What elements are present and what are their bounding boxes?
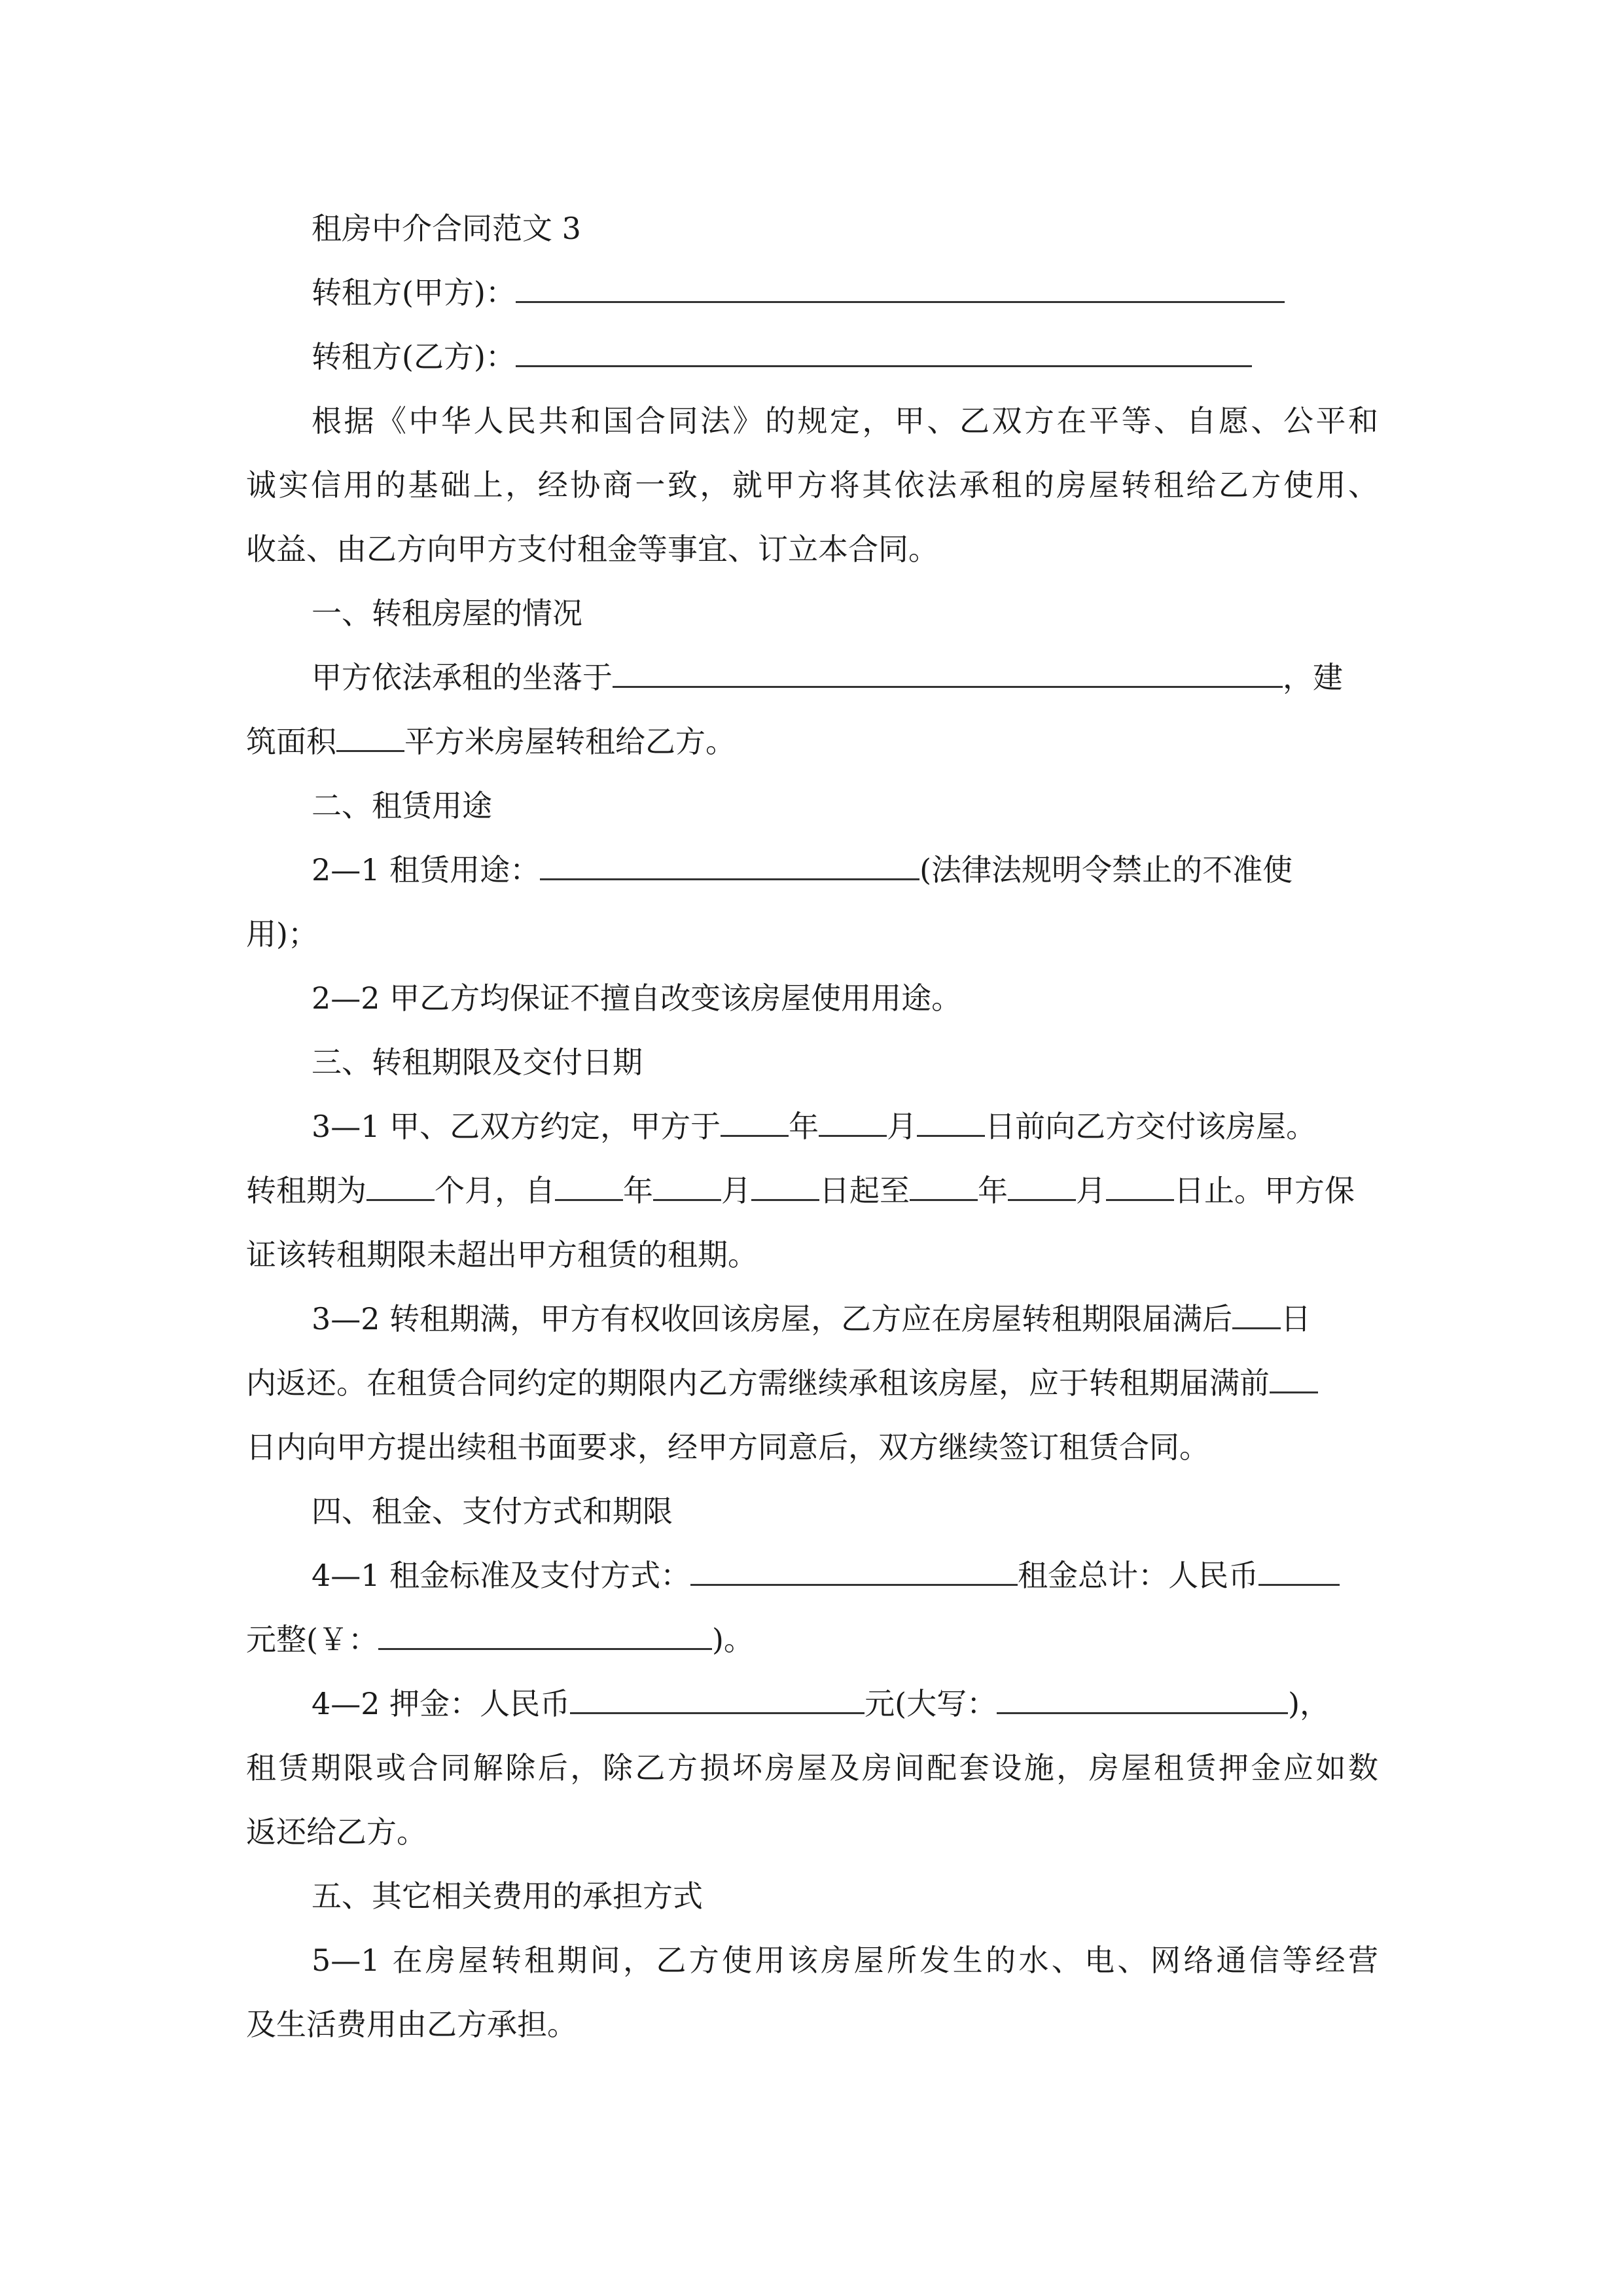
clause-3-1-line-1: 3—1 甲、乙双方约定，甲方于 年 月 日前向乙方交付该房屋。 (246, 1094, 1378, 1158)
party-b-blank[interactable] (516, 331, 1252, 367)
clause-2-1-line-2: 用)； (246, 916, 318, 952)
return-days-blank[interactable] (1232, 1293, 1281, 1329)
contract-body (246, 196, 1378, 2056)
location-blank[interactable] (613, 652, 1283, 688)
section-1-heading: 一、转租房屋的情况 (312, 596, 582, 631)
clause-5-1-line-2: 及生活费用由乙方承担。 (246, 2007, 577, 2042)
party-a-line: 转租方(甲方)： (246, 260, 1378, 325)
delivery-month-blank[interactable] (819, 1101, 887, 1137)
clause-3-1-line-2: 转租期为 个月，自 年 月 日起至 年 月 日止。甲方保 (246, 1158, 1378, 1223)
rent-total-blank[interactable] (1258, 1550, 1340, 1586)
rent-yen-blank[interactable] (378, 1614, 712, 1650)
party-a-blank[interactable] (516, 267, 1285, 303)
start-month-blank[interactable] (653, 1165, 721, 1201)
clause-3-2-line-1: 3—2 转租期满，甲方有权收回该房屋，乙方应在房屋转租期限届满后 日 (246, 1287, 1378, 1351)
section-1-line-2: 筑面积 平方米房屋转租给乙方。 (246, 709, 1378, 774)
clause-4-2-line-2: 租赁期限或合同解除后，除乙方损坏房屋及房间配套设施，房屋租赁押金应如数 (246, 1750, 1378, 1785)
document-title: 租房中介合同范文 3 (312, 211, 581, 246)
end-day-blank[interactable] (1106, 1165, 1174, 1201)
section-4-heading: 四、租金、支付方式和期限 (312, 1494, 673, 1529)
area-blank[interactable] (336, 716, 404, 752)
usage-blank[interactable] (540, 844, 919, 880)
intro-line-3: 收益、由乙方向甲方支付租金等事宜、订立本合同。 (246, 531, 938, 567)
clause-3-2-line-3: 日内向甲方提出续租书面要求，经甲方同意后，双方继续签订租赁合同。 (246, 1429, 1209, 1465)
start-year-blank[interactable] (555, 1165, 623, 1201)
section-2-heading: 二、租赁用途 (312, 788, 492, 823)
end-year-blank[interactable] (910, 1165, 978, 1201)
deposit-amount-blank[interactable] (570, 1678, 865, 1714)
deposit-capital-blank[interactable] (997, 1678, 1288, 1714)
delivery-year-blank[interactable] (721, 1101, 789, 1137)
party-b-line: 转租方(乙方)： (246, 325, 1378, 389)
clause-4-2-line-1: 4—2 押金：人民币 元(大写： )， (246, 1672, 1378, 1736)
section-1-line-1: 甲方依法承租的坐落于 ，建 (246, 645, 1378, 709)
clause-5-1-line-1: 5—1 在房屋转租期间，乙方使用该房屋所发生的水、电、网络通信等经营 (312, 1943, 1378, 1978)
clause-3-1-line-3: 证该转租期限未超出甲方租赁的租期。 (246, 1237, 758, 1272)
clause-3-2-line-2: 内返还。在租赁合同约定的期限内乙方需继续承租该房屋，应于转租期届满前 (246, 1351, 1378, 1415)
start-day-blank[interactable] (751, 1165, 819, 1201)
intro-line-1: 根据《中华人民共和国合同法》的规定，甲、乙双方在平等、自愿、公平和 (312, 403, 1378, 439)
renewal-days-blank[interactable] (1270, 1357, 1318, 1393)
rent-standard-blank[interactable] (690, 1550, 1018, 1586)
clause-4-2-line-3: 返还给乙方。 (246, 1814, 427, 1850)
delivery-day-blank[interactable] (917, 1101, 985, 1137)
section-3-heading: 三、转租期限及交付日期 (312, 1045, 643, 1080)
term-months-blank[interactable] (366, 1165, 435, 1201)
clause-4-1-line-1: 4—1 租金标准及支付方式： 租金总计：人民币 (246, 1543, 1378, 1607)
clause-4-1-line-2: 元整(￥： )。 (246, 1607, 1378, 1672)
clause-2-1-line-1: 2—1 租赁用途： (法律法规明令禁止的不准使 (246, 838, 1378, 902)
end-month-blank[interactable] (1008, 1165, 1076, 1201)
clause-2-2: 2—2 甲乙方均保证不擅自改变该房屋使用用途。 (312, 980, 962, 1016)
intro-line-2: 诚实信用的基础上，经协商一致，就甲方将其依法承租的房屋转租给乙方使用、 (246, 467, 1378, 503)
section-5-heading: 五、其它相关费用的承担方式 (312, 1878, 703, 1914)
